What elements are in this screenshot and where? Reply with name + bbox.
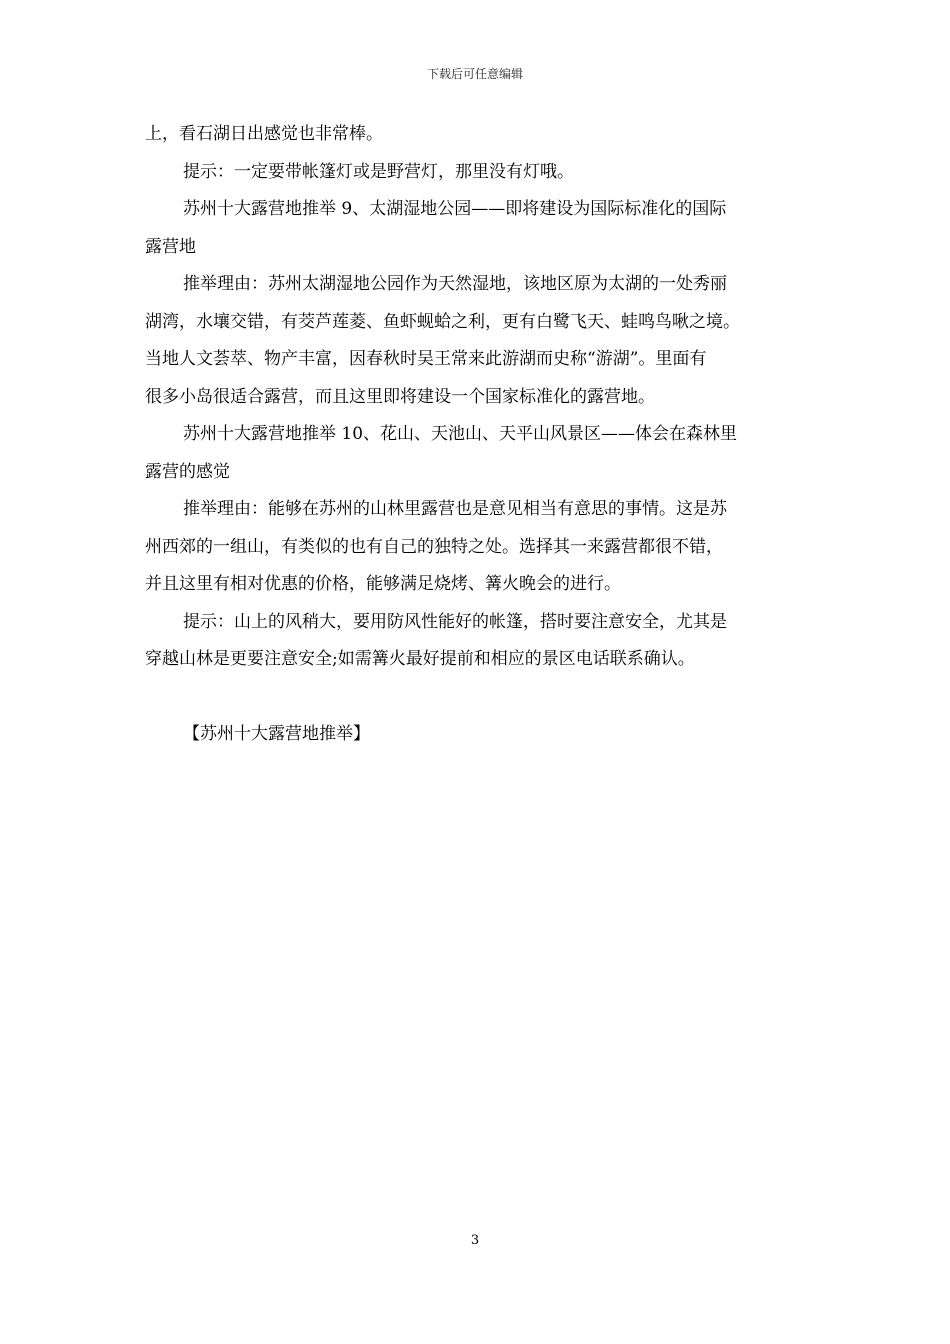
paragraph-line: 穿越山林是更要注意安全;如需篝火最好提前和相应的景区电话联系确认。 (145, 649, 695, 669)
document-body (145, 122, 810, 760)
section-heading-line: 苏州十大露营地推举 9、太湖湿地公园——即将建设为国际标准化的国际 (183, 199, 727, 219)
bracket-heading: 【苏州十大露营地推举】 (183, 724, 370, 744)
paragraph-line: 推举理由：苏州太湖湿地公园作为天然湿地，该地区原为太湖的一处秀丽 (183, 274, 727, 294)
paragraph-line: 很多小岛很适合露营，而且这里即将建设一个国家标准化的露营地。 (145, 386, 655, 407)
paragraph-line: 提示：山上的风稍大，要用防风性能好的帐篷，搭时要注意安全，尤其是 (183, 611, 727, 632)
section-heading-line: 露营地 (145, 236, 196, 257)
section-heading-line: 苏州十大露营地推举 10、花山、天池山、天平山风景区——体会在森林里 (183, 424, 738, 444)
paragraph-line: 当地人文荟萃、物产丰富，因春秋时吴王常来此游湖而史称“游湖”。里面有 (145, 349, 707, 369)
paragraph-line: 提示：一定要带帐篷灯或是野营灯，那里没有灯哦。 (183, 161, 574, 182)
paragraph-line: 州西郊的一组山，有类似的也有自己的独特之处。选择其一来露营都很不错， (145, 536, 723, 557)
blank-line (145, 685, 810, 723)
paragraph-line: 上，看石湖日出感觉也非常棒。 (145, 124, 383, 144)
paragraph-line: 并且这里有相对优惠的价格，能够满足烧烤、篝火晚会的进行。 (145, 574, 621, 594)
paragraph-line: 推举理由：能够在苏州的山林里露营也是意见相当有意思的事情。这是苏 (183, 499, 727, 519)
paragraph-line: 湖湾，水壤交错，有茭芦莲菱、鱼虾蚬蛤之利，更有白鹭飞天、蛙鸣鸟啾之境。 (145, 311, 740, 332)
section-heading-line: 露营的感觉 (145, 461, 230, 482)
page-number: 3 (470, 1233, 480, 1248)
page-header: 下载后可任意编辑 (426, 67, 523, 81)
